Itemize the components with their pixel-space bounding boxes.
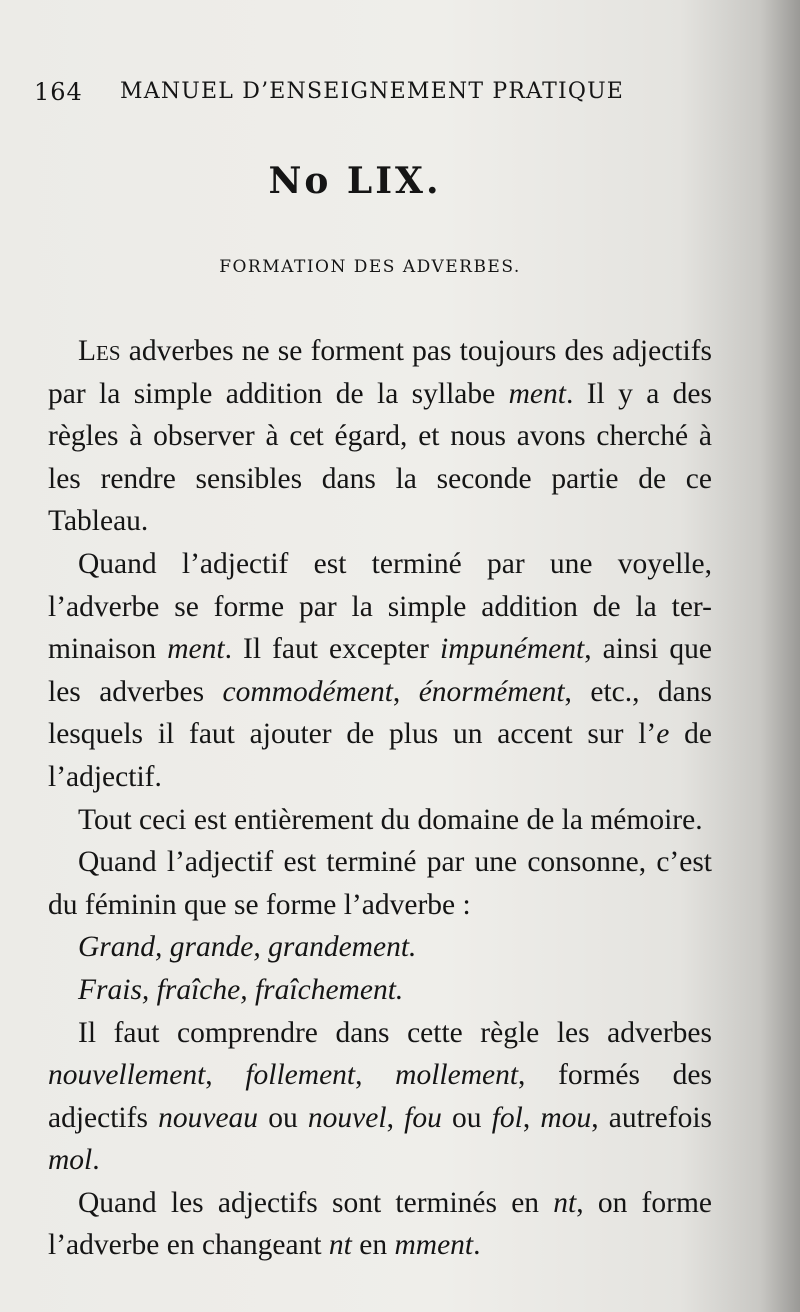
text-run: ou <box>441 1101 492 1134</box>
italic-run: énormément <box>418 675 565 708</box>
italic-run: ment <box>167 633 225 666</box>
example-line-1: Grand, grande, grandement. <box>78 931 417 964</box>
text-run: adverbes ne se forment pas toujours des adjectifs par la simple addition de la syllabe <box>48 335 712 410</box>
italic-run: e <box>656 718 670 751</box>
paragraph-2 <box>48 543 712 799</box>
italic-run: follement <box>245 1059 356 1092</box>
text-run: , formés des adjectifs <box>48 1059 712 1134</box>
text-run: . Il faut excepter <box>224 633 440 666</box>
text-run: en <box>351 1229 395 1262</box>
italic-run: mment <box>394 1229 474 1262</box>
italic-run: nt <box>553 1186 577 1219</box>
text-run: . Il y a des règles à observer à cet égard, et nous avons cherché à les rendre sensibles dans la seconde partie de ce Tableau. <box>48 377 713 538</box>
italic-run: nouvellement <box>48 1059 206 1092</box>
text-run: , <box>205 1059 246 1092</box>
paragraph-4 <box>48 841 712 926</box>
example-line-2: Frais, fraîche, fraîchement. <box>78 973 404 1006</box>
paragraph-1 <box>48 330 712 543</box>
text-run: . <box>92 1144 100 1177</box>
text-run: , on forme l’adverbe en changeant <box>48 1186 712 1262</box>
italic-run: nouvel <box>307 1101 387 1134</box>
italic-run: mollement <box>395 1059 519 1092</box>
italic-run: ment <box>508 377 566 410</box>
text-run: , <box>355 1059 396 1092</box>
number-title: No LIX. <box>268 160 442 202</box>
italic-run: mol <box>48 1144 93 1177</box>
italic-run: fol <box>491 1101 523 1134</box>
running-title: MANUEL D’ENSEIGNEMENT PRATIQUE <box>120 79 625 104</box>
text-run: , etc., dans lesquels il faut ajouter de plus un accent sur l’ <box>48 675 713 751</box>
text-run: , <box>386 1101 405 1134</box>
page-number: 164 <box>34 78 83 106</box>
text-run: , <box>522 1101 541 1134</box>
body-text <box>48 330 712 1267</box>
drop-word: Les <box>78 335 121 367</box>
text-run: Tout ceci est entièrement du domaine de la mémoire. <box>78 803 703 836</box>
italic-run: nouveau <box>158 1101 259 1134</box>
text-run: , <box>392 675 419 708</box>
text-run: , ainsi que les adverbes <box>48 633 713 708</box>
italic-run: fou <box>404 1101 442 1134</box>
text-run: , autrefois <box>591 1101 712 1134</box>
text-run: Il faut comprendre dans cette règle les adverbes <box>78 1016 712 1049</box>
text-run: de l’adjectif. <box>48 718 712 793</box>
page-header <box>34 78 714 112</box>
paragraph-5 <box>48 1012 712 1182</box>
text-run: Quand les adjectifs sont terminés en <box>78 1186 554 1219</box>
text-run: ou <box>258 1101 308 1134</box>
paragraph-6 <box>48 1182 712 1267</box>
text-run: . <box>473 1229 481 1262</box>
italic-run: mou <box>540 1101 592 1134</box>
paragraph-3 <box>48 799 712 842</box>
text-run: Quand l’adjectif est terminé par une voyelle, l’adverbe se forme par la simple addition de la ter-minaison <box>48 547 712 666</box>
section-title: FORMATION DES ADVERBES. <box>219 257 521 277</box>
text-run: Quand l’adjectif est terminé par une consonne, c’est du féminin que se forme l’adverbe : <box>48 846 712 921</box>
italic-run: nt <box>328 1229 352 1262</box>
italic-run: commodément <box>222 675 393 708</box>
italic-run: impunément <box>440 633 585 666</box>
